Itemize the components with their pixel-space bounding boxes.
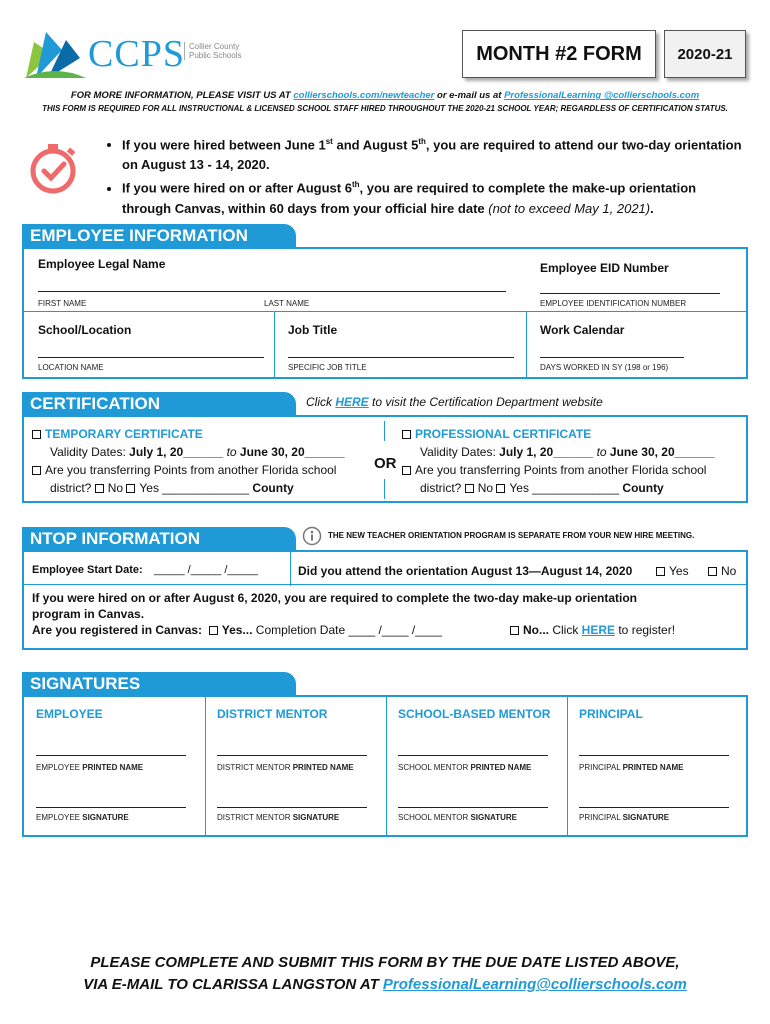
reg-yes-checkbox[interactable] [209,626,218,635]
job-title-field[interactable] [288,357,514,358]
temp-cert-checkbox[interactable] [32,430,41,439]
eid-caption: EMPLOYEE IDENTIFICATION NUMBER [540,299,687,308]
certification-tab: CERTIFICATION [22,392,296,416]
ccps-leaf-logo-icon [22,28,88,80]
temp-validity: Validity Dates: July 1, 20______ to June 30, 20______ [50,445,345,459]
bullet-1: • If you were hired between June 1st and August 5th, you are required to attend our two-day orientation on August 13 - 14, 2020. [122,132,742,175]
register-here-link[interactable]: HERE [581,623,616,637]
info-icon [302,526,322,546]
district-mentor-printed-field[interactable] [217,755,367,756]
employee-signature-field[interactable] [36,807,186,808]
ntop-tab: NTOP INFORMATION [22,527,296,551]
school-mentor-printed-field[interactable] [398,755,548,756]
job-title-label: Job Title [288,323,338,337]
school-field[interactable] [38,357,264,358]
ntop-note: THE NEW TEACHER ORIENTATION PROGRAM IS SEPARATE FROM YOUR NEW HIRE MEETING. [328,531,695,540]
footer-line-2: VIA E-MAIL TO CLARISSA LANGSTON AT ProfessionalLearning@collierschools.com [83,976,687,993]
temp-no-checkbox[interactable] [95,484,104,493]
prof-yes-checkbox[interactable] [496,484,505,493]
work-calendar-label: Work Calendar [540,323,625,337]
employee-info-section [22,247,748,379]
or-label: OR [374,455,397,472]
start-date-field[interactable]: _____ /_____ /_____ [154,564,258,576]
cert-website-note: Click HERE to visit the Certification Department website [306,395,603,409]
work-calendar-field[interactable] [540,357,684,358]
attend-no-checkbox[interactable] [708,567,717,576]
reg-no-checkbox[interactable] [510,626,519,635]
prof-transfer-question: Are you transferring Points from another Florida school [402,463,706,477]
temp-cert-option[interactable]: TEMPORARY CERTIFICATE [32,427,203,441]
principal-printed-field[interactable] [579,755,729,756]
form-title: MONTH #2 FORM [462,30,656,78]
legal-name-field[interactable] [38,291,506,292]
eid-label: Employee EID Number [540,261,669,275]
temp-transfer-checkbox[interactable] [32,466,41,475]
job-title-caption: SPECIFIC JOB TITLE [288,363,367,372]
legal-name-label: Employee Legal Name [38,257,166,271]
eid-field[interactable] [540,293,720,294]
sig-col-employee: EMPLOYEE EMPLOYEE PRINTED NAME EMPLOYEE SIGNATURE [36,697,196,835]
sig-col-school-mentor: SCHOOL-BASED MENTOR SCHOOL MENTOR PRINTED NAME SCHOOL MENTOR SIGNATURE [398,707,551,822]
first-name-caption: FIRST NAME [38,299,87,308]
work-calendar-caption: DAYS WORKED IN SY (198 or 196) [540,363,669,372]
temp-transfer-question: Are you transferring Points from another Florida school [32,463,336,477]
cert-here-link[interactable]: HERE [335,395,369,409]
canvas-registration: Are you registered in Canvas: Yes... Completion Date ____ /____ /____ [32,623,442,637]
footer-email-link[interactable]: ProfessionalLearning@collierschools.com [382,976,687,993]
bullet-2: • If you were hired on or after August 6th, you are required to complete the make-up orientation through Canvas, within 60 days from your official hire date (not to exceed May 1, 2021). [122,175,742,218]
school-label: School/Location [38,323,132,337]
logo-text: CCPS [88,33,185,75]
school-mentor-signature-field[interactable] [398,807,548,808]
signatures-tab: SIGNATURES [22,672,296,696]
logo [22,28,262,82]
last-name-caption: LAST NAME [264,299,310,308]
prof-no-checkbox[interactable] [465,484,474,493]
attend-yes[interactable]: Yes [656,564,689,578]
certification-section [22,415,748,503]
attend-no[interactable]: No [708,564,736,578]
prof-district: district? No Yes _____________ County [420,481,664,495]
prof-transfer-checkbox[interactable] [402,466,411,475]
temp-district: district? No Yes _____________ County [50,481,294,495]
footer-line-1: PLEASE COMPLETE AND SUBMIT THIS FORM BY THE DUE DATE LISTED ABOVE, [90,954,680,971]
school-caption: LOCATION NAME [38,363,104,372]
prof-validity: Validity Dates: July 1, 20______ to June 30, 20______ [420,445,715,459]
info-line-1: FOR MORE INFORMATION, PLEASE VISIT US AT collierschools.com/newteacher or e-mail us at ProfessionalLearning @collierschools.com [70,90,700,101]
prof-cert-checkbox[interactable] [402,430,411,439]
info-line-2: THIS FORM IS REQUIRED FOR ALL INSTRUCTIONAL & LICENSED SCHOOL STAFF HIRED THROUGHOUT THE 2020-21 SCHOOL YEAR; REGARDLESS OF CERTIFICATION STATUS. [42,104,728,113]
employee-printed-field[interactable] [36,755,186,756]
signatures-section [22,695,748,837]
temp-yes-checkbox[interactable] [126,484,135,493]
start-date-label: Employee Start Date: [32,564,143,576]
employee-info-tab: EMPLOYEE INFORMATION [22,224,296,248]
canvas-reg-no: No... Click HERE to register! [510,623,675,637]
attend-yes-checkbox[interactable] [656,567,665,576]
makeup-paragraph: If you were hired on or after August 6, 2020, you are required to complete the two-day make-up orientation program in Canvas. [32,591,638,621]
sig-col-principal: PRINCIPAL PRINCIPAL PRINTED NAME PRINCIPAL SIGNATURE [579,697,739,835]
prof-cert-option[interactable]: PROFESSIONAL CERTIFICATE [402,427,591,441]
attend-question: Did you attend the orientation August 13—August 14, 2020 [298,564,633,578]
orientation-bullets [100,132,742,219]
email-link[interactable]: ProfessionalLearning @collierschools.com [504,90,700,101]
ntop-section [22,550,748,650]
logo-sub-2: Public Schools [189,51,242,60]
principal-signature-field[interactable] [579,807,729,808]
form-year: 2020-21 [664,30,746,78]
newteacher-link[interactable]: collierschools.com/newteacher [293,90,435,101]
district-mentor-signature-field[interactable] [217,807,367,808]
clock-check-icon [24,140,82,198]
sig-col-district-mentor: DISTRICT MENTOR DISTRICT MENTOR PRINTED NAME DISTRICT MENTOR SIGNATURE [217,697,377,835]
logo-sub-1: Collier County [189,42,240,51]
